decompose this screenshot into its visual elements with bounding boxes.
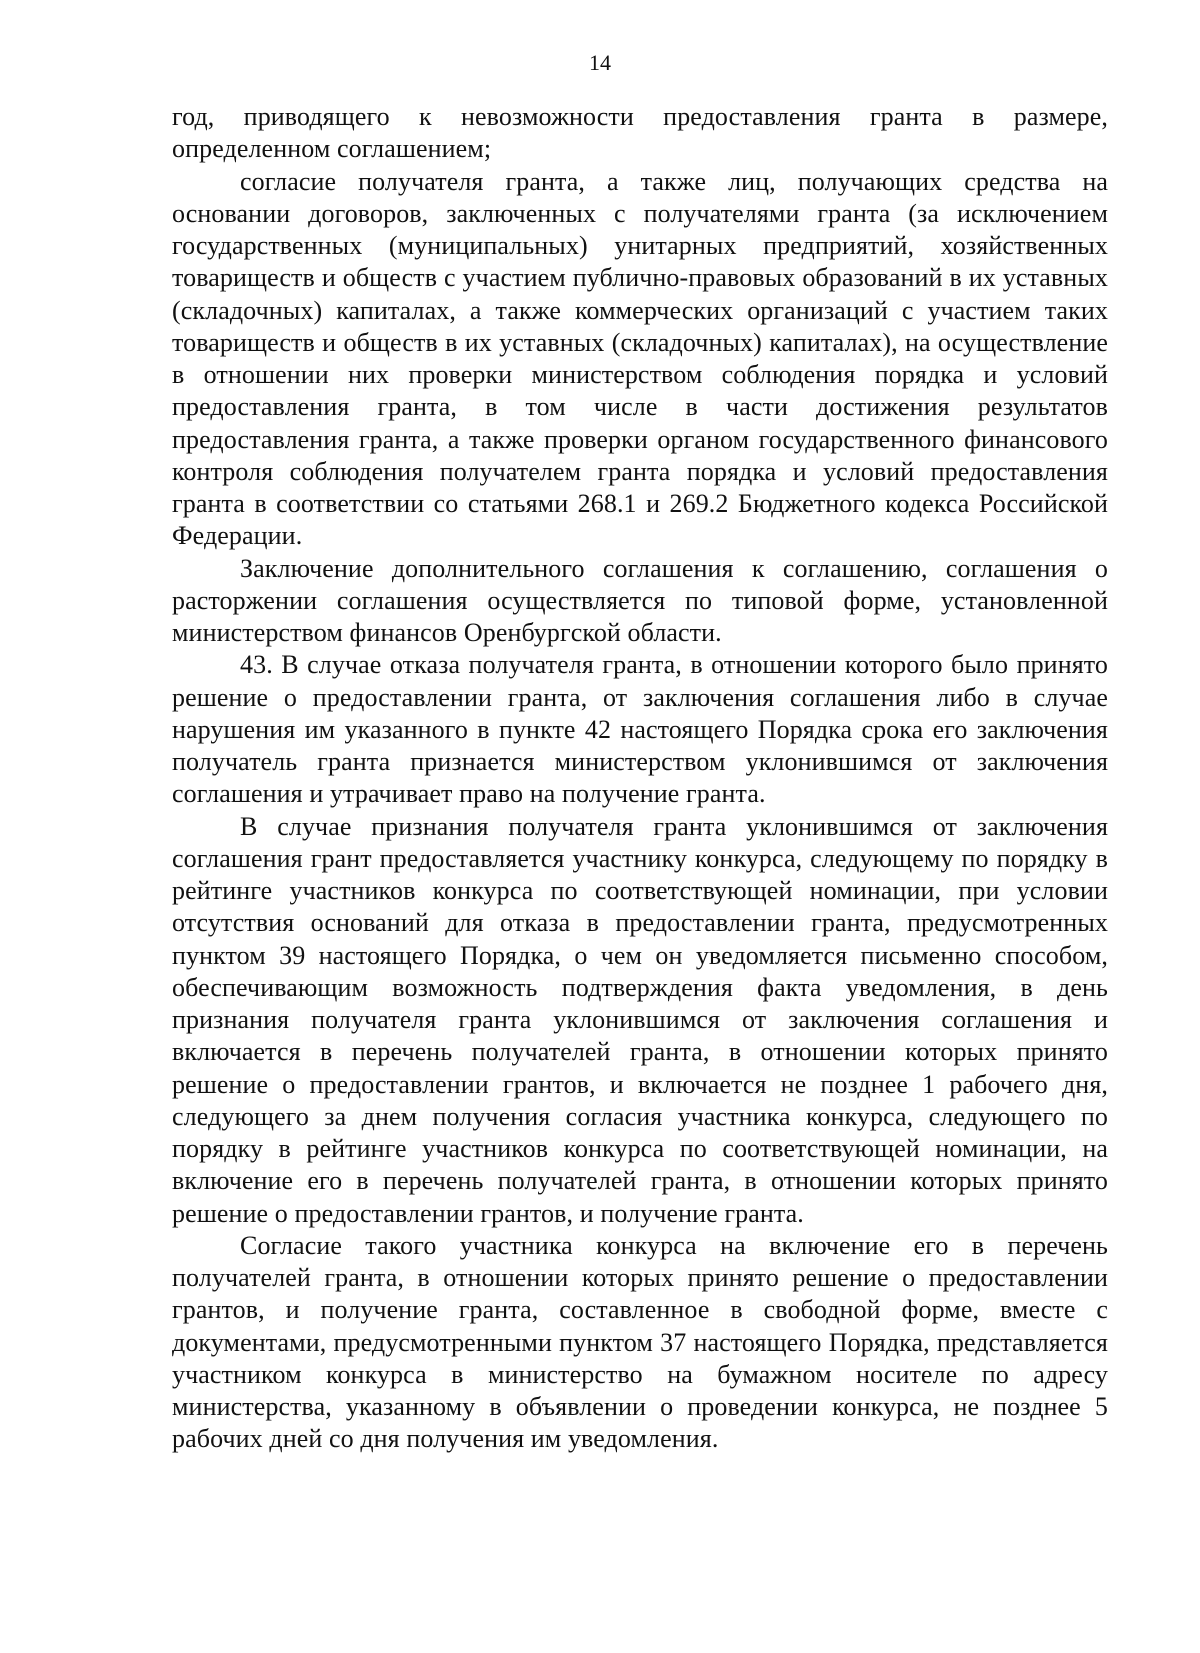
- paragraph-participant-consent: Согласие такого участника конкурса на включение его в перечень получателей гранта, в отношении которых принято решение о предоставлении грантов, и получение гранта, составленное в свободной форме, вместе с документами, предусмотренными пунктом 37 настоящего Порядка, представляется участником конкурса в министерство на бумажном носителе по адресу министерства, указанному в объявлении о проведении конкурса, не позднее 5 рабочих дней со дня получения им уведомления.: [172, 1230, 1108, 1454]
- paragraph-evasion-case: В случае признания получателя гранта уклонившимся от заключения соглашения грант предоставляется участнику конкурса, следующему по порядку в рейтинге участников конкурса по соответствующей номинации, при условии отсутствия оснований для отказа в предоставлении гранта, предусмотренных пунктом 39 настоящего Порядка, о чем он уведомляется письменно способом, обеспечивающим возможность подтверждения факта уведомления, в день признания получателя гранта уклонившимся от заключения соглашения и включается в перечень получателей гранта, в отношении которых принято решение о предоставлении грантов, и включается не позднее 1 рабочего дня, следующего за днем получения согласия участника конкурса, следующего по порядку в рейтинге участников конкурса по соответствующей номинации, на включение его в перечень получателей гранта, в отношении которых принято решение о предоставлении грантов, и получение гранта.: [172, 811, 1108, 1228]
- page-number: 14: [589, 50, 611, 75]
- paragraph-additional-agreement: Заключение дополнительного соглашения к соглашению, соглашения о расторжении соглашения осуществляется по типовой форме, установленной министерством финансов Оренбургской области.: [172, 553, 1108, 647]
- paragraph-consent-audit: согласие получателя гранта, а также лиц, получающих средства на основании договоров, заключенных с получателями гранта (за исключением государственных (муниципальных) унитарных предприятий, хозяйственных товариществ и обществ с участием публично-правовых образований в их уставных (складочных) капиталах, а также коммерческих организаций с участием таких товариществ и обществ в их уставных (складочных) капиталах), на осуществление в отношении них проверки министерством соблюдения порядка и условий предоставления гранта, в том числе в части достижения результатов предоставления гранта, а также проверки органом государственного финансового контроля соблюдения получателем гранта порядка и условий предоставления гранта в соответствии со статьями 268.1 и 269.2 Бюджетного кодекса Российской Федерации.: [172, 166, 1108, 551]
- paragraph-continuation: год, приводящего к невозможности предоставления гранта в размере, определенном соглашением;: [172, 102, 1108, 164]
- paragraph-clause-43: 43. В случае отказа получателя гранта, в отношении которого было принято решение о предоставлении гранта, от заключения соглашения либо в случае нарушения им указанного в пункте 42 настоящего Порядка срока его заключения получатель гранта признается министерством уклонившимся от заключения соглашения и утрачивает право на получение гранта.: [172, 650, 1108, 809]
- document-body: [172, 101, 1108, 1456]
